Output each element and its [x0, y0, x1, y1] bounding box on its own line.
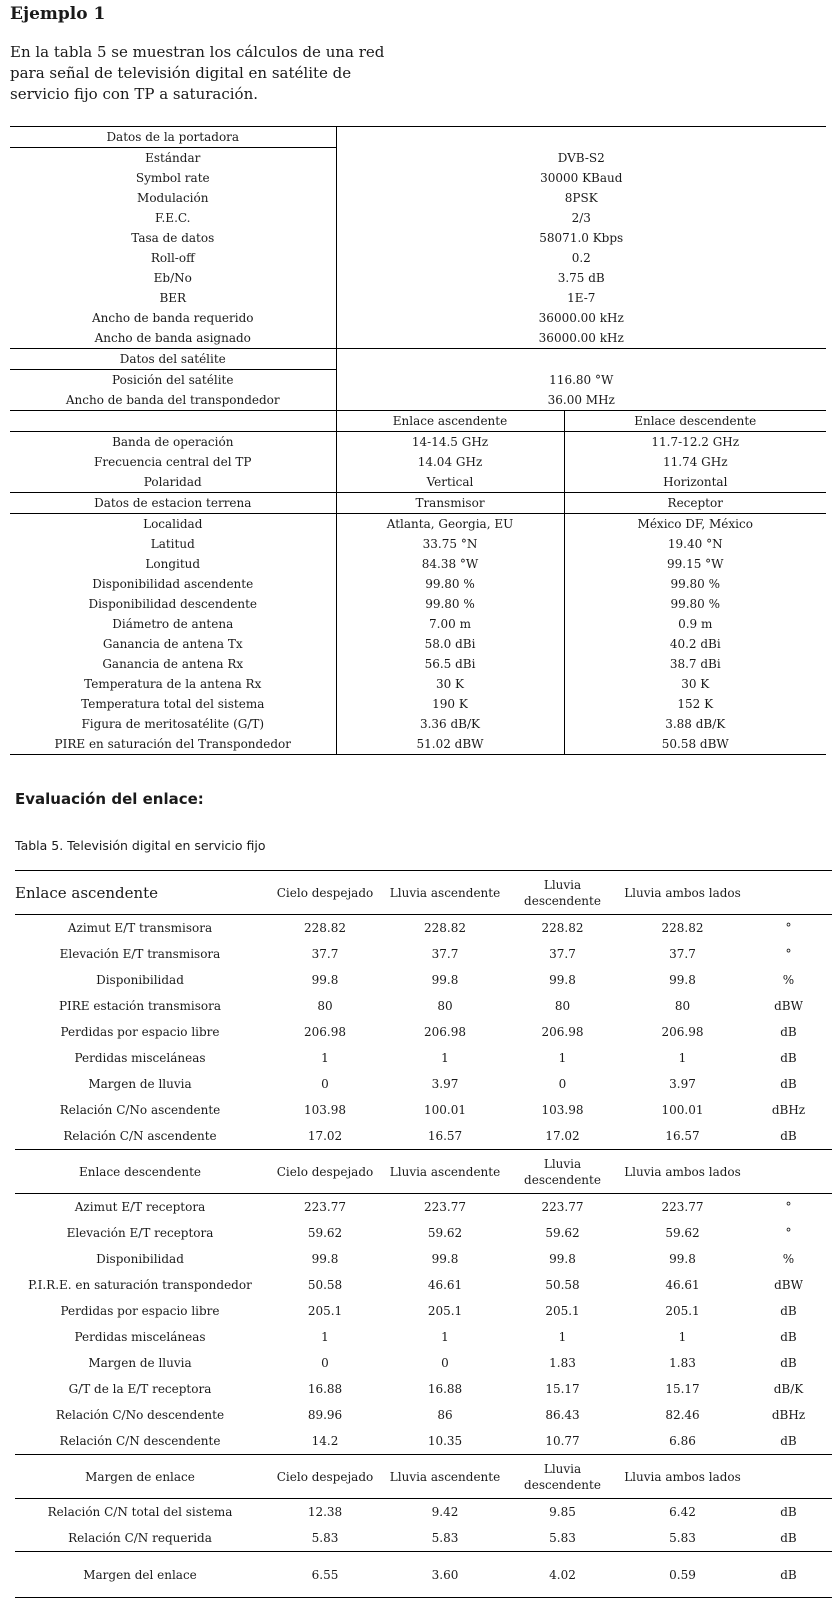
row-value: 9.42 [431, 1505, 459, 1519]
transmitter-value: 51.02 dBW [336, 734, 564, 755]
row-value: 10.35 [427, 1434, 463, 1448]
earth-station-row [10, 514, 826, 535]
row-value: 37.7 [669, 947, 696, 961]
row-label: Margen de lluvia [88, 1356, 192, 1370]
carrier-row [10, 208, 826, 228]
section-title: Enlace descendente [15, 1150, 265, 1194]
evaluation-row [15, 1350, 832, 1376]
row-value: 0 [441, 1356, 449, 1370]
row-value: 1 [678, 1051, 687, 1065]
uplink-value: Vertical [336, 472, 564, 493]
row-value: 37.7 [431, 947, 459, 961]
row-label: Relación C/N descendente [59, 1434, 221, 1448]
row-value: 99.8 [669, 1252, 696, 1266]
parameter-value: 116.80 °W [549, 372, 614, 387]
table-caption: Tabla 5. Televisión digital en servicio fijo [15, 838, 266, 853]
row-unit: dB [780, 1051, 797, 1065]
evaluation-row [15, 1246, 832, 1272]
row-label: G/T de la E/T receptora [68, 1382, 212, 1396]
row-value: 9.85 [549, 1505, 576, 1519]
evaluation-title: Evaluación del enlace: [15, 790, 204, 808]
carrier-row [10, 268, 826, 288]
column-header: Lluvia ambos lados [620, 1455, 745, 1499]
empty-cell [336, 349, 826, 370]
receiver-value: 38.7 dBi [669, 657, 721, 671]
downlink-value: 11.74 GHz [662, 455, 728, 469]
downlink-value: Horizontal [663, 475, 728, 489]
parameter-label: Posición del satélite [10, 370, 336, 391]
row-value: 99.8 [669, 973, 696, 987]
row-value: 50.58 [307, 1278, 343, 1292]
earth-station-row [10, 614, 826, 634]
empty-cell [336, 127, 826, 148]
row-value: 206.98 [661, 1025, 704, 1039]
evaluation-row [15, 1123, 832, 1150]
evaluation-row [15, 1376, 832, 1402]
row-value: 16.57 [427, 1129, 463, 1143]
parameter-value: 58071.0 Kbps [539, 231, 624, 245]
row-value: 205.1 [665, 1304, 700, 1318]
evaluation-row [15, 1272, 832, 1298]
earth-station-row [10, 634, 826, 654]
evaluation-row [15, 1298, 832, 1324]
parameter-value: 1E-7 [567, 291, 596, 305]
parameter-value: 36.00 MHz [547, 393, 615, 407]
row-value: 1 [441, 1051, 449, 1065]
parameter-label: Estándar [10, 148, 336, 169]
row-value: 80 [674, 999, 691, 1013]
parameter-label: Ancho de banda requerido [10, 308, 336, 328]
downlink-value: 11.7-12.2 GHz [564, 432, 826, 453]
row-value: 59.62 [545, 1226, 580, 1240]
row-value: 3.60 [385, 1552, 505, 1598]
row-value: 86 [437, 1408, 453, 1422]
row-value: 228.82 [304, 921, 346, 935]
row-value: 37.7 [549, 947, 576, 961]
row-unit: dB [780, 1129, 797, 1143]
row-value: 205.1 [427, 1304, 463, 1318]
uplink-value: 14.04 GHz [336, 452, 564, 472]
row-value: 99.8 [549, 1252, 576, 1266]
row-value: 80 [437, 999, 453, 1013]
row-value: 103.98 [541, 1103, 584, 1117]
earth-station-row [10, 734, 826, 755]
row-value: 16.88 [427, 1382, 463, 1396]
carrier-row [10, 308, 826, 328]
row-unit: ° [785, 947, 792, 961]
row-value: 80 [317, 999, 333, 1013]
column-header: Lluvia descendente [505, 1150, 620, 1194]
parameter-label: Ancho de banda del transpondedor [10, 390, 336, 411]
row-unit: dBHz [771, 1103, 806, 1117]
row-value: 5.83 [669, 1531, 696, 1545]
parameter-label: Symbol rate [10, 168, 336, 188]
row-value: 223.77 [541, 1200, 584, 1214]
row-unit: dB/K [773, 1382, 804, 1396]
row-value: 15.17 [665, 1382, 700, 1396]
parameter-label: Ancho de banda asignado [10, 328, 336, 349]
receiver-value: 99.80 % [670, 577, 721, 591]
transmitter-value: 99.80 % [336, 574, 564, 594]
link-evaluation-table [15, 870, 832, 1598]
row-value: 3.97 [431, 1077, 459, 1091]
carrier-row [10, 148, 826, 169]
section-header: Datos de la portadora [10, 127, 336, 148]
row-value: 223.77 [661, 1200, 704, 1214]
satellite-row [10, 370, 826, 391]
earth-station-row [10, 714, 826, 734]
row-value: 206.98 [304, 1025, 346, 1039]
parameter-label: Localidad [10, 514, 336, 535]
row-label: Disponibilidad [96, 973, 184, 987]
row-unit: dB [780, 1356, 797, 1370]
row-value: 59.62 [427, 1226, 463, 1240]
section-title: Margen de enlace [15, 1455, 265, 1499]
carrier-header-row [10, 127, 826, 148]
intro-paragraph: En la tabla 5 se muestran los cálculos de una red para señal de televisión digital en satélite de servicio fijo con TP a saturación. [10, 43, 385, 103]
example-heading: Ejemplo 1 [10, 4, 106, 24]
column-header: Cielo despejado [265, 1150, 385, 1194]
link-row [10, 432, 826, 453]
parameter-label: Ganancia de antena Tx [10, 634, 336, 654]
evaluation-row [15, 1402, 832, 1428]
row-unit: dB [780, 1077, 797, 1091]
row-value: 46.61 [665, 1278, 700, 1292]
parameter-label: Diámetro de antena [10, 614, 336, 634]
row-label: Relación C/No ascendente [59, 1103, 221, 1117]
parameter-label: Polaridad [10, 472, 336, 493]
receiver-value: 99.15 °W [666, 557, 724, 571]
parameter-label: Temperatura de la antena Rx [10, 674, 336, 694]
row-value: 99.8 [431, 973, 459, 987]
evaluation-row [15, 941, 832, 967]
row-label: Margen del enlace [15, 1552, 265, 1598]
row-value: 6.42 [669, 1505, 696, 1519]
parameter-label: Roll-off [10, 248, 336, 268]
parameter-value: 36000.00 kHz [538, 311, 624, 325]
row-value: 1 [558, 1051, 567, 1065]
row-value: 223.77 [304, 1200, 346, 1214]
column-header: Lluvia ambos lados [620, 871, 745, 915]
row-value: 206.98 [424, 1025, 466, 1039]
row-value: 0 [558, 1077, 567, 1091]
parameter-value: 8PSK [564, 191, 598, 205]
parameter-value: DVB-S2 [557, 150, 605, 165]
satellite-header-row [10, 349, 826, 370]
row-value: 1 [321, 1051, 329, 1065]
evaluation-row [15, 1428, 832, 1455]
transmitter-value: Atlanta, Georgia, EU [336, 514, 564, 535]
row-unit: % [782, 1252, 795, 1266]
link-header-row [10, 411, 826, 432]
evaluation-row [15, 1194, 832, 1221]
row-label: Perdidas por espacio libre [60, 1025, 220, 1039]
row-label: Azimut E/T transmisora [67, 921, 213, 935]
evaluation-row [15, 1071, 832, 1097]
row-value: 0 [321, 1356, 329, 1370]
column-header: Lluvia descendente [505, 1455, 620, 1499]
row-value: 14.2 [311, 1434, 339, 1448]
unit-header [745, 1455, 832, 1499]
row-value: 59.62 [665, 1226, 700, 1240]
parameter-label: Ganancia de antena Rx [10, 654, 336, 674]
row-value: 82.46 [665, 1408, 700, 1422]
row-unit: dB [780, 1434, 797, 1448]
parameter-label: Figura de meritosatélite (G/T) [10, 714, 336, 734]
row-value: 205.1 [545, 1304, 580, 1318]
link-margin-row [15, 1552, 832, 1598]
row-value: 37.7 [311, 947, 339, 961]
parameter-label: Disponibilidad ascendente [10, 574, 336, 594]
transmitter-value: 56.5 dBi [336, 654, 564, 674]
row-label: Azimut E/T receptora [74, 1200, 206, 1214]
transmitter-value: 84.38 °W [336, 554, 564, 574]
earth-station-row [10, 574, 826, 594]
parameter-label: Tasa de datos [10, 228, 336, 248]
uplink-value: 14-14.5 GHz [336, 432, 564, 453]
row-value: 206.98 [541, 1025, 584, 1039]
transmitter-value: 99.80 % [336, 594, 564, 614]
row-value: 6.86 [669, 1434, 696, 1448]
row-unit: dBW [774, 1278, 803, 1292]
row-unit: dBHz [771, 1408, 806, 1422]
carrier-row [10, 188, 826, 208]
row-value: 17.02 [307, 1129, 343, 1143]
column-header: Lluvia ambos lados [620, 1150, 745, 1194]
parameter-label: PIRE en saturación del Transpondedor [10, 734, 336, 755]
row-value: 228.82 [661, 921, 704, 935]
column-header: Lluvia ascendente [385, 1455, 505, 1499]
row-label: Perdidas misceláneas [74, 1051, 206, 1065]
link-parameters-table [10, 126, 826, 755]
carrier-row [10, 248, 826, 268]
parameter-label: Temperatura total del sistema [10, 694, 336, 714]
row-unit: dB [780, 1330, 797, 1344]
parameter-value: 2/3 [571, 211, 591, 225]
row-value: 0 [321, 1077, 329, 1091]
row-value: 50.58 [545, 1278, 580, 1292]
row-value: 0.59 [620, 1552, 745, 1598]
transmitter-value: 30 K [336, 674, 564, 694]
evaluation-row [15, 1045, 832, 1071]
row-value: 15.17 [545, 1382, 580, 1396]
section-header: Datos de estacion terrena [10, 493, 336, 514]
row-label: Perdidas misceláneas [74, 1330, 206, 1344]
carrier-row [10, 228, 826, 248]
row-value: 3.97 [669, 1077, 696, 1091]
row-value: 1 [441, 1330, 449, 1344]
earth-station-row [10, 654, 826, 674]
row-value: 1 [678, 1330, 687, 1344]
row-value: 223.77 [424, 1200, 466, 1214]
row-value: 99.8 [431, 1252, 459, 1266]
parameter-label: Frecuencia central del TP [10, 452, 336, 472]
column-header-transmitter: Transmisor [336, 493, 564, 514]
row-value: 99.8 [549, 973, 576, 987]
evaluation-row [15, 1019, 832, 1045]
earth-station-row [10, 674, 826, 694]
evaluation-row [15, 1324, 832, 1350]
link-row [10, 452, 826, 472]
row-value: 5.83 [311, 1531, 339, 1545]
row-value: 228.82 [541, 921, 584, 935]
row-unit: % [782, 973, 795, 987]
row-value: 205.1 [307, 1304, 343, 1318]
row-value: 4.02 [505, 1552, 620, 1598]
parameter-label: Banda de operación [10, 432, 336, 453]
row-label: Relación C/N requerida [68, 1531, 212, 1545]
carrier-row [10, 168, 826, 188]
row-value: 1 [321, 1330, 329, 1344]
transmitter-value: 3.36 dB/K [336, 714, 564, 734]
unit-header [745, 1150, 832, 1194]
evaluation-row [15, 993, 832, 1019]
parameter-label: Modulación [10, 188, 336, 208]
empty-cell [10, 411, 336, 432]
row-value: 89.96 [307, 1408, 343, 1422]
row-value: 100.01 [424, 1103, 466, 1117]
receiver-value: 152 K [677, 697, 714, 711]
row-label: Perdidas por espacio libre [60, 1304, 220, 1318]
row-value: 5.83 [431, 1531, 459, 1545]
parameter-label: F.E.C. [10, 208, 336, 228]
row-value: 12.38 [307, 1505, 343, 1519]
transmitter-value: 58.0 dBi [336, 634, 564, 654]
section-header: Datos del satélite [10, 349, 336, 370]
carrier-row [10, 328, 826, 349]
column-header: Cielo despejado [265, 871, 385, 915]
satellite-row [10, 390, 826, 411]
evaluation-row [15, 1097, 832, 1123]
row-value: 6.55 [265, 1552, 385, 1598]
row-unit: dBW [774, 999, 803, 1013]
row-label: Elevación E/T transmisora [59, 947, 221, 961]
row-unit: dB [780, 1025, 797, 1039]
row-value: 59.62 [307, 1226, 343, 1240]
carrier-row [10, 288, 826, 308]
evaluation-row [15, 1220, 832, 1246]
evaluation-row [15, 1525, 832, 1552]
row-value: 86.43 [545, 1408, 580, 1422]
row-unit: dB [780, 1505, 797, 1519]
row-value: 228.82 [424, 921, 466, 935]
receiver-value: 3.88 dB/K [665, 717, 726, 731]
transmitter-value: 33.75 °N [336, 534, 564, 554]
row-value: 1.83 [549, 1356, 576, 1370]
row-value: 10.77 [545, 1434, 580, 1448]
receiver-value: 30 K [681, 677, 710, 691]
row-value: 46.61 [427, 1278, 463, 1292]
margin-header-row [15, 1455, 832, 1499]
parameter-value: 36000.00 kHz [538, 331, 624, 345]
earth-station-header-row [10, 493, 826, 514]
parameter-value: 30000 KBaud [540, 171, 623, 185]
row-label: PIRE estación transmisora [58, 999, 222, 1013]
parameter-label: Eb/No [10, 268, 336, 288]
column-header: Cielo despejado [265, 1455, 385, 1499]
row-value: 1.83 [669, 1356, 696, 1370]
row-label: Disponibilidad [96, 1252, 184, 1266]
row-label: Relación C/N ascendente [63, 1129, 217, 1143]
receiver-value: México DF, México [564, 514, 826, 535]
uplink-header-row [15, 871, 832, 915]
row-value: 103.98 [304, 1103, 346, 1117]
earth-station-row [10, 594, 826, 614]
column-header: Lluvia ascendente [385, 871, 505, 915]
row-unit: dB [780, 1531, 797, 1545]
parameter-label: Longitud [10, 554, 336, 574]
row-value: 100.01 [661, 1103, 704, 1117]
receiver-value: 0.9 m [678, 617, 713, 631]
transmitter-value: 190 K [336, 694, 564, 714]
row-label: Relación C/No descendente [55, 1408, 225, 1422]
row-value: 5.83 [549, 1531, 576, 1545]
row-unit: dB [780, 1304, 797, 1318]
row-label: Margen de lluvia [88, 1077, 192, 1091]
transmitter-value: 7.00 m [336, 614, 564, 634]
receiver-value: 40.2 dBi [669, 637, 721, 651]
receiver-value: 50.58 dBW [564, 734, 826, 755]
row-unit: dB [745, 1552, 832, 1598]
column-header-receiver: Receptor [564, 493, 826, 514]
column-header-uplink: Enlace ascendente [336, 411, 564, 432]
column-header: Lluvia ascendente [385, 1150, 505, 1194]
column-header-downlink: Enlace descendente [564, 411, 826, 432]
parameter-value: 0.2 [571, 251, 591, 265]
link-row [10, 472, 826, 493]
row-value: 16.57 [665, 1129, 700, 1143]
row-label: Elevación E/T receptora [66, 1226, 214, 1240]
row-unit: ° [785, 921, 792, 935]
earth-station-row [10, 534, 826, 554]
evaluation-row [15, 1499, 832, 1526]
receiver-value: 99.80 % [670, 597, 721, 611]
row-value: 99.8 [311, 973, 339, 987]
parameter-label: Latitud [10, 534, 336, 554]
row-label: Relación C/N total del sistema [47, 1505, 233, 1519]
receiver-value: 19.40 °N [667, 537, 723, 551]
unit-header [745, 871, 832, 915]
parameter-value: 3.75 dB [557, 271, 605, 285]
earth-station-row [10, 694, 826, 714]
row-label: P.I.R.E. en saturación transpondedor [28, 1278, 252, 1292]
downlink-header-row [15, 1150, 832, 1194]
row-value: 16.88 [307, 1382, 343, 1396]
evaluation-row [15, 967, 832, 993]
row-value: 17.02 [545, 1129, 580, 1143]
parameter-label: Disponibilidad descendente [10, 594, 336, 614]
row-unit: ° [785, 1226, 792, 1240]
row-unit: ° [785, 1200, 792, 1214]
section-title: Enlace ascendente [15, 871, 265, 915]
row-value: 80 [554, 999, 571, 1013]
row-value: 99.8 [311, 1252, 339, 1266]
earth-station-row [10, 554, 826, 574]
parameter-label: BER [10, 288, 336, 308]
row-value: 1 [558, 1330, 567, 1344]
column-header: Lluvia descendente [505, 871, 620, 915]
evaluation-row [15, 915, 832, 942]
